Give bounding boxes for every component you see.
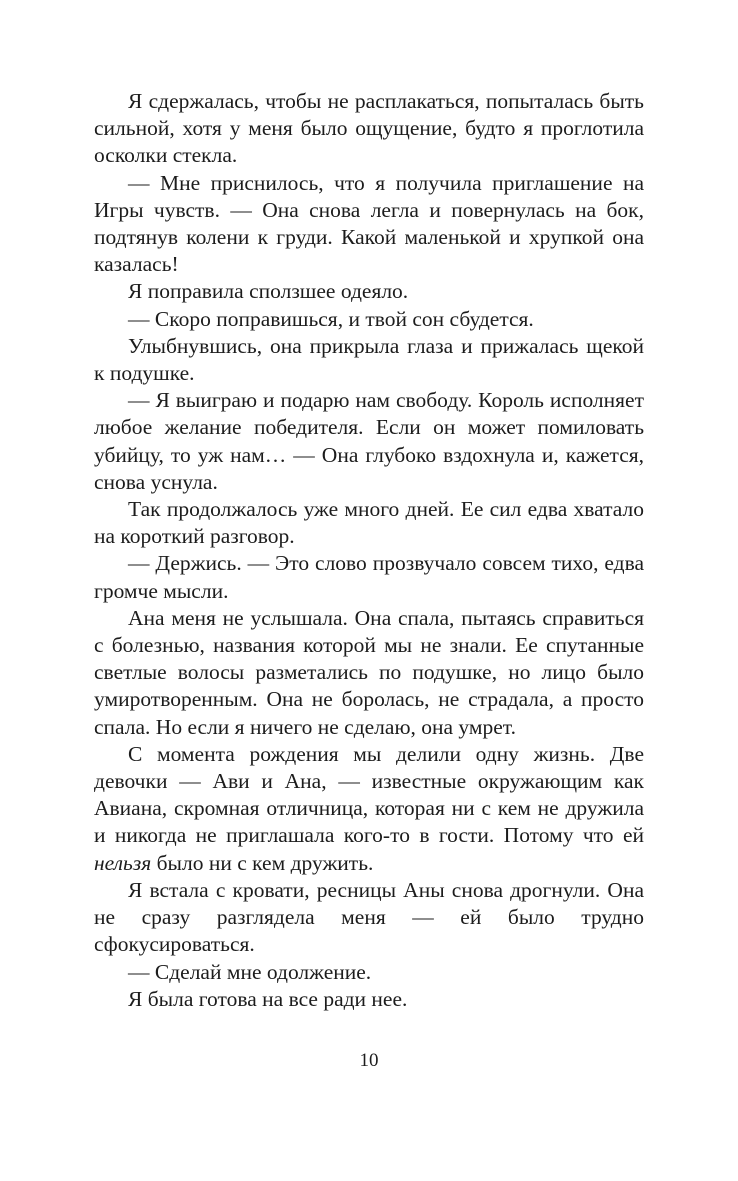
paragraph: — Держись. — Это слово прозвучало совсем тихо, едва громче мысли. xyxy=(94,551,644,603)
emphasized-word: нельзя xyxy=(94,850,152,875)
paragraph: Я сдержалась, чтобы не расплакаться, попыталась быть сильной, хотя у меня было ощущение, будто я проглотила осколки стекла. xyxy=(94,89,644,168)
paragraph-text: С момента рождения мы делили одну жизнь. Две девочки — Ави и Ана, — известные окружающим как Авиана, скромная отличница, которая ни с кем не дружила и никогда не приглашала кого-то в гости. Потому что ей xyxy=(94,741,644,848)
paragraph: Я встала с кровати, ресницы Аны снова дрогнули. Она не сразу разглядела меня — ей было трудно сфокусироваться. xyxy=(94,877,644,957)
paragraph: — Сделай мне одолжение. xyxy=(128,959,372,984)
paragraph: Так продолжалось уже много дней. Ее сил едва хватало на короткий разговор. xyxy=(94,497,644,549)
page-body xyxy=(94,88,644,1013)
paragraph: Ана меня не услышала. Она спала, пытаясь справиться с болезнью, названия которой мы не знали. Ее спутанные светлые волосы разметались по подушке, но лицо было умиротворенным. Она не боролась, не страдала, а просто спала. Но если я ничего не сделаю, она умрет. xyxy=(94,605,644,739)
paragraph: — Скоро поправишься, и твой сон сбудется. xyxy=(128,306,534,331)
page-number: 10 xyxy=(359,1050,379,1071)
book-text xyxy=(94,88,644,1013)
paragraph-text: было ни с кем дружить. xyxy=(151,850,374,875)
paragraph: — Мне приснилось, что я получила приглашение на Игры чувств. — Она снова легла и повернулась на бок, подтянув колени к груди. Какой маленькой и хрупкой она казалась! xyxy=(94,170,644,277)
paragraph: — Я выиграю и подарю нам свободу. Король исполняет любое желание победителя. Если он может помиловать убийцу, то уж нам… — Она глубоко вздохнула и, кажется, снова уснула. xyxy=(94,388,644,494)
paragraph: Улыбнувшись, она прикрыла глаза и прижалась щекой к подушке. xyxy=(94,333,644,386)
paragraph: Я была готова на все ради нее. xyxy=(128,986,408,1011)
paragraph: Я поправила сползшее одеяло. xyxy=(128,279,409,304)
paragraph xyxy=(94,741,644,877)
